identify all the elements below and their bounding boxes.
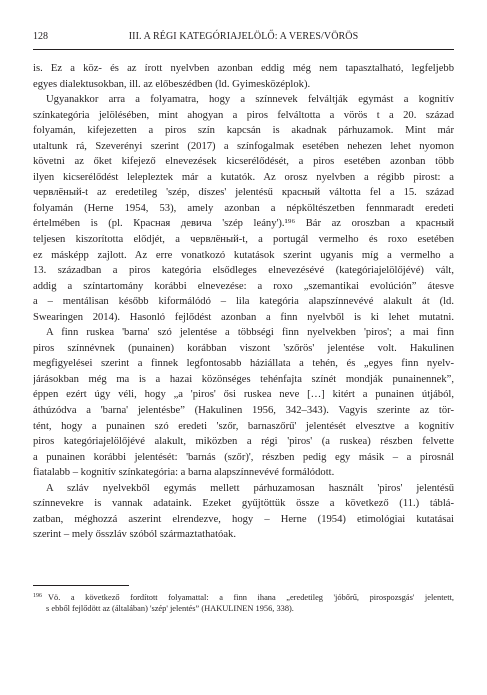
running-head: III. A RÉGI KATEGÓRIAJELÖLŐ: A VERES/VÖRÖS [128,31,359,42]
footnote-text-1: Vö. a következő fordított folyamattal: a finn ihana „eredetileg 'jóbőrű, pirospozsgás' jelentett, [48,593,454,602]
text-line: Ugyanakkor arra a folyamatra, hogy a színnevek felváltják egymást a kognitív [46,94,454,106]
text-line: éppen ezért úgy véli, hogy „a 'piros' ősi ruskea neve […] kitért a punainen útjából, [33,389,454,401]
text-line: egyes dialektusokban, ill. az előbeszédben (ld. Gyimesközéplok). [33,78,311,90]
body-text [33,61,454,543]
text-line: a – mentálisan később kiformálódó – lila kategória alapszínnevévé alakult át (ld. [33,296,454,308]
text-line: folyamán, kifejezetten a piros szín kapcsán is akadnak párhuzamok. Mint már [33,125,454,137]
footnote-marker: 196 [33,593,42,599]
text-line: áthúzódva a 'barna' jelentésbe” (Hakulinen 1956, 342–343). Vagyis szerinte az tör- [33,405,454,417]
text-line: követni az őket kifejező elnevezések kicserélődését, a piros esetében azonban több [33,156,454,168]
text-line: addig a színtartomány korábbi elnevezése: a roxo „szemantikai evolúción” átesve [33,280,454,292]
text-line: 13. században a piros kategória elsődleges elnevezésévé (kategóriajelölőjévé) vált, [33,265,454,277]
text-line: Swearingen 2014). Hasonló fejlődést azonban a finn nyelvből is ki lehet mutatni. [33,311,454,323]
text-line: zatban, méghozzá aszerint elrendezve, hogy – Herne (1954) etimológiai kutatásai [33,513,454,525]
text-line: piros kategóriajelölőjévé alakult, miközben a régi 'piros' (a ruskea) részben felvette [33,436,454,448]
text-line: ilyen kicserélődést lelepleztek már a kutatók. Az orosz nyelvben a régibb pirost: a [33,171,454,183]
text-line: A finn ruskea 'barna' szó jelentése a többségi finn nyelvekben 'piros'; a mai finn [46,327,454,339]
text-line: megfigyelései szerint a finnek legfontosabb háziállata a tehén, és „egyes finn nyelv- [33,358,454,370]
footnote-line-1 [33,590,454,603]
text-line: színnevekre is vannak adataink. Ezeket gyűjtöttük össze a következő (11.) táblá- [33,498,454,510]
page-header [33,31,454,47]
text-line: teljesen kiszorította elődjét, a червлёный-t, a portugál vermelho és roxo esetében [33,234,454,246]
text-line: járásokban még ma is a hazai közönséges tehénfajta színét mondják punainennek”, [33,373,454,385]
text-line: ez másképp zajlott. Az erre vonatkozó kutatások szerint ugyanis míg a vermelho a [33,249,454,261]
footnote-rule [33,585,129,586]
text-line: utaltunk rá, Szeverényi szerint (2017) a színfogalmak esetében nehezen lehet nyomon [33,140,454,152]
text-line: червлёный-t az eredetileg 'szép, díszes' jelentésű красный váltotta fel a 15. század [33,187,454,199]
text-line: fiatalabb – kognitív színkategória: a barna alapszínnevévé formálódott. [33,467,335,479]
text-line: színkategória jelölésében, mint ahogyan a piros felváltotta a vörös t a 20. század [33,109,454,121]
text-line: szerint – mely ősszláv szóból származtathatóak. [33,529,236,541]
text-line: is. Ez a köz- és az írott nyelvben azonban eddig még nem tapasztalható, legfeljebb [33,63,454,74]
footnote [33,590,454,615]
page-number: 128 [33,31,48,42]
text-line: folyamán (Herne 1954, 53), amely azonban a népköltészetben fennmaradt eredeti [33,202,454,214]
header-rule [33,49,454,50]
text-line: tént, hogy a punainen szó eredeti 'szőr, barnaszőrű' jelentését elvesztve a kognitív [33,420,454,432]
text-line: piros színnévnek (punainen) korábban viszont 'szőrös' jelentése volt. Hakulinen [33,342,454,354]
text-line: a punainen korábbi jelentését: 'barnás (szőr)', részben pedig egy másik – a pirosnál [33,451,454,463]
text-line: értelmében is (pl. Красная девича 'szép leány').¹⁹⁶ Bár az oroszban a красный [33,218,454,230]
text-line: A szláv nyelvekből egymás mellett párhuzamosan használt 'piros' jelentésű [46,482,454,494]
footnote-line-2: s ebből fejlődött az (általában) 'szép' jelentés” (HAKULINEN 1956, 338). [46,603,294,613]
